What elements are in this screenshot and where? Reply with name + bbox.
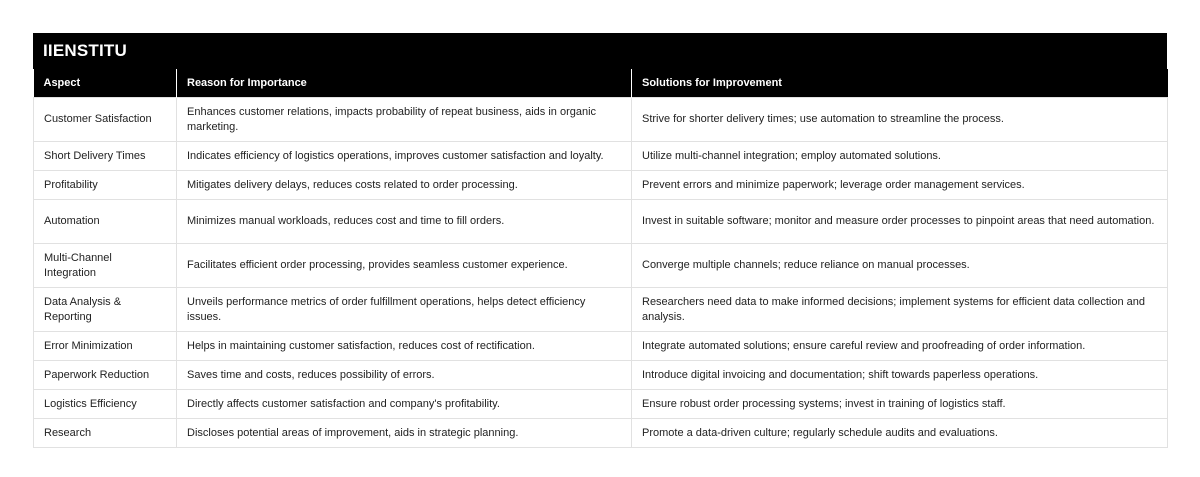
solution-cell: Promote a data-driven culture; regularly schedule audits and evaluations.: [632, 419, 1168, 448]
solution-cell: Prevent errors and minimize paperwork; leverage order management services.: [632, 171, 1168, 200]
reason-cell: Directly affects customer satisfaction and company's profitability.: [177, 390, 632, 419]
reason-cell: Mitigates delivery delays, reduces costs related to order processing.: [177, 171, 632, 200]
aspect-cell: Logistics Efficiency: [34, 390, 177, 419]
solution-cell: Introduce digital invoicing and documentation; shift towards paperless operations.: [632, 361, 1168, 390]
reason-cell: Minimizes manual workloads, reduces cost and time to fill orders.: [177, 200, 632, 244]
aspect-cell: Paperwork Reduction: [34, 361, 177, 390]
table-row: [34, 244, 1168, 288]
aspect-cell: Customer Satisfaction: [34, 98, 177, 142]
aspect-cell: Automation: [34, 200, 177, 244]
reason-cell: Enhances customer relations, impacts probability of repeat business, aids in organic marketing.: [177, 98, 632, 142]
aspect-cell: Profitability: [34, 171, 177, 200]
table-row: [34, 419, 1168, 448]
aspect-cell: Research: [34, 419, 177, 448]
data-table: [33, 69, 1168, 448]
aspect-cell: Short Delivery Times: [34, 142, 177, 171]
aspect-cell: Data Analysis & Reporting: [34, 288, 177, 332]
table-row: [34, 288, 1168, 332]
table-row: [34, 171, 1168, 200]
column-header-aspect: Aspect: [34, 69, 177, 98]
column-header-solution: Solutions for Improvement: [632, 69, 1168, 98]
table-row: [34, 200, 1168, 244]
solution-cell: Invest in suitable software; monitor and measure order processes to pinpoint areas that need automation.: [632, 200, 1168, 244]
brand-title: IIENSTITU: [33, 33, 1167, 69]
solution-cell: Researchers need data to make informed decisions; implement systems for efficient data collection and analysis.: [632, 288, 1168, 332]
table-row: [34, 332, 1168, 361]
solution-cell: Converge multiple channels; reduce reliance on manual processes.: [632, 244, 1168, 288]
solution-cell: Integrate automated solutions; ensure careful review and proofreading of order information.: [632, 332, 1168, 361]
reason-cell: Indicates efficiency of logistics operations, improves customer satisfaction and loyalty.: [177, 142, 632, 171]
table-row: [34, 142, 1168, 171]
table-row: [34, 98, 1168, 142]
solution-cell: Strive for shorter delivery times; use automation to streamline the process.: [632, 98, 1168, 142]
table-container: [33, 33, 1167, 448]
aspect-cell: Multi-Channel Integration: [34, 244, 177, 288]
table-row: [34, 361, 1168, 390]
reason-cell: Saves time and costs, reduces possibility of errors.: [177, 361, 632, 390]
reason-cell: Discloses potential areas of improvement, aids in strategic planning.: [177, 419, 632, 448]
header-row: [34, 69, 1168, 98]
solution-cell: Ensure robust order processing systems; invest in training of logistics staff.: [632, 390, 1168, 419]
column-header-reason: Reason for Importance: [177, 69, 632, 98]
reason-cell: Facilitates efficient order processing, provides seamless customer experience.: [177, 244, 632, 288]
reason-cell: Unveils performance metrics of order fulfillment operations, helps detect efficiency issues.: [177, 288, 632, 332]
solution-cell: Utilize multi-channel integration; employ automated solutions.: [632, 142, 1168, 171]
aspect-cell: Error Minimization: [34, 332, 177, 361]
reason-cell: Helps in maintaining customer satisfaction, reduces cost of rectification.: [177, 332, 632, 361]
table-row: [34, 390, 1168, 419]
